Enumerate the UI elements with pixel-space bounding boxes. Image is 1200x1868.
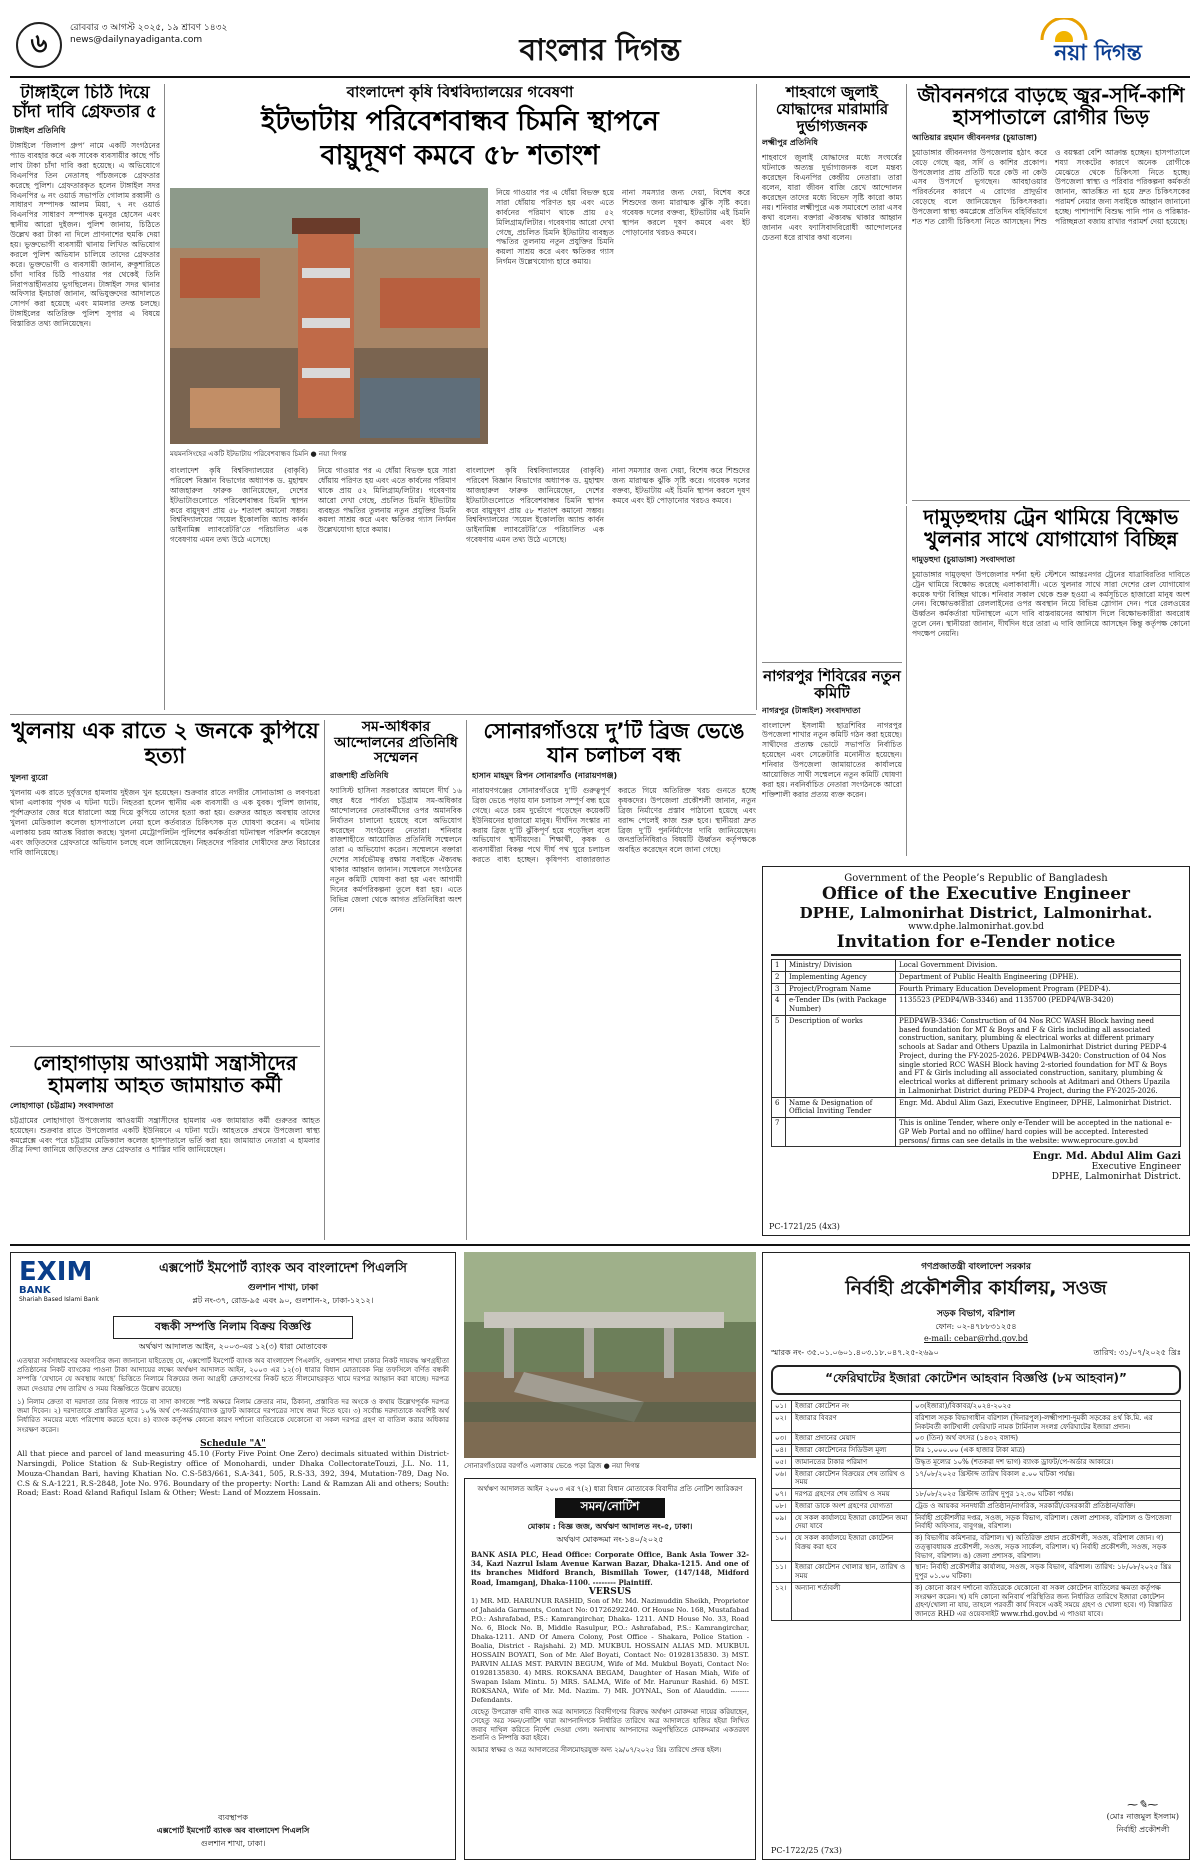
- masthead: [10, 8, 1190, 74]
- summons-versus: VERSUS: [588, 1586, 632, 1597]
- article-sonargaon: [472, 720, 756, 1240]
- table-cell: 3: [772, 983, 786, 995]
- table-cell: Department of Public Health Engineering (DPHE).: [896, 971, 1181, 983]
- table-cell: ১৭/০৮/২০২৫ খ্রিস্টাব্দ তারিখ বিকাল ৫.০০ ঘটিকা পর্যন্ত।: [912, 1468, 1181, 1489]
- table-cell: 1: [772, 960, 786, 972]
- page-number-badge: ৬: [16, 22, 62, 68]
- bridge-photo-caption: সোনারগাঁওয়ের বরগাঁও এলাকায় ভেঙে পড়া ব্রিজ ● নয়া দিগন্ত: [464, 1462, 640, 1470]
- table-cell: নির্বাহী প্রকৌশলীর দপ্তর, সওজ, সড়ক বিভাগ, বরিশাল। জেলা প্রশাসক, বরিশাল ও উপজেলা নির্বাহী অফিসার, বাবুগঞ্জ, বরিশাল।: [912, 1512, 1181, 1533]
- table-cell: ইজারা প্রদানের মেয়াদ: [792, 1433, 912, 1445]
- exim-terms: ১) নিলাম ক্রেতা বা দরদাতা তার নিজস্ব প্যাডে বা সাদা কাগজে স্পষ্ট অক্ষরে নিলাম ক্রেতার নাম, ঠিকানা, প্রস্তাবিত দর অংকে ও কথায় উল্লেখপূর্বক দরপত্র জমা দিবেন। ২) দরদাতাকে প্রস্তাবিত মূল্যের ১০% অর্থ পে-অর্ডার/ব্যাংক ড্রাফট আকারে দরপত্রের সাথে জমা দিতে হবে। ৩) সর্বোচ্চ দরদাতাকে অবশিষ্ট অর্থ নির্ধারিত সময়ের মধ্যে পরিশোধ করতে হবে। ৪) ব্যাংক কর্তৃপক্ষ কোনো কারণ দর্শানো ব্যতিরেকে যেকোনো বা সকল দরপত্র গ্রহণ বা বাতিল করার অধিকার সংরক্ষণ করেন।: [17, 1397, 449, 1434]
- table-cell: ০১।: [772, 1401, 792, 1413]
- summons-case: অর্থঋণ মোকদ্দমা নং-১৪০/২০২৫: [556, 1535, 664, 1544]
- headline: টাঙ্গাইলে চিঠি দিয়ে চাঁদা দাবি গ্রেফতার ৫: [12, 84, 158, 123]
- rhd-memo: স্মারক নং- ৩৫.০১.০৬০১.৪০৩.১৮.০৪৭.২৫-২৬৯০: [771, 1348, 939, 1357]
- article-damurhuda: [912, 506, 1190, 846]
- rhd-memo-date: তারিখ: ৩১/০৭/২০২৫ খ্রিঃ: [1093, 1348, 1181, 1357]
- table-cell: ১০।: [772, 1533, 792, 1562]
- headline: লোহাগাড়ায় আওয়ামী সন্ত্রাসীদের হামলায় আহত জামায়াত কর্মী: [33, 1052, 297, 1098]
- table-cell: ০৭।: [772, 1489, 792, 1501]
- table-cell: [786, 1118, 896, 1147]
- summons-top: অর্থঋণ আদালত আইন ২০০৩ এর ৭(২) ধারা বিধান মোতাবেক বিবাদীর প্রতি নোটিশ জারিকরণ: [477, 1485, 743, 1493]
- exim-schedule: All that piece and parcel of land measuring 45.10 (Forty Five Point One Zero) decimals situated within District-Narsingdi, Police Station & Sub-Registry office of Monohardi, under Dhaka CollectorateTouzi, J.L. No. 11, Mouza-Chandan Bari, having Khatian No. C.S-583/661, S.A-341, 505, R.S-33, 392, 394, Mutation-789, Dag No. C.S & S.A-1221, R.S-2848, Jote No. 976. Boundary of the property: North: Land & Ramzan Ali and others; South: Road; East: Road &land Rafiqul Islam & Other; West: Land of Mozzem Hossain.: [17, 1448, 449, 1498]
- photo-caption: ময়মনসিংহের একটি ইটভাটায় পরিবেশবান্ধব চিমনি ● নয়া দিগন্ত: [170, 450, 347, 458]
- exim-footer-1: ব্যবস্থাপক: [218, 1813, 248, 1822]
- table-cell: ০২।: [772, 1412, 792, 1433]
- byline: হাসান মাহমুদ রিপন সোনারগাঁও (নারায়ণগঞ্জ): [472, 771, 618, 781]
- dphe-tender-ad: [762, 866, 1190, 1236]
- table-row: [772, 1118, 1181, 1147]
- exim-footer-3: গুলশান শাখা, ঢাকা।: [200, 1839, 266, 1848]
- headline: নাগরপুর শিবিরের নতুন কমিটি: [763, 668, 901, 702]
- rhd-ferry-ad: [762, 1252, 1190, 1860]
- article-body: চুয়াডাঙ্গার জীবননগর উপজেলায় হঠাৎ করে বেড়ে গেছে জ্বর, সর্দি ও কাশির প্রকোপ। উপজেলার প্রায় প্রতিটি ঘরে কেউ না কেউ এসব উপসর্গে ভুগছেন। আবহাওয়ার পরিবর্তনের কারণে এ রোগের প্রাদুর্ভাব বেড়েছে বলে জানিয়েছেন চিকিৎসকরা। উপজেলা স্বাস্থ্য কমপ্লেক্সে প্রতিদিন বহির্বিভাগে শত শত রোগী চিকিৎসা নিতে আসছেন। শিশু ও বয়স্করা বেশি আক্রান্ত হচ্ছেন। হাসপাতালে শয্যা সংকটের কারণে অনেক রোগীকে মেঝেতে থেকে চিকিৎসা নিতে হচ্ছে। উপজেলা স্বাস্থ্য ও পরিবার পরিকল্পনা কর্মকর্তা জানান, আতঙ্কিত না হয়ে দ্রুত চিকিৎসকের পরামর্শ নেয়ার জন্য সবাইকে আহ্বান জানানো হচ্ছে। পাশাপাশি বিশুদ্ধ পানি পান ও পরিষ্কার-পরিচ্ছন্নতা বজায় রাখার পরামর্শ দেয়া হয়েছে।: [912, 147, 1190, 227]
- exim-footer-2: এক্সপোর্ট ইমপোর্ট ব্যাংক অব বাংলাদেশ পিএলসি: [156, 1825, 310, 1835]
- summons-title: সমন/নোটিশ: [555, 1498, 665, 1518]
- table-cell: জামানতের টাকার পরিমাণ: [792, 1456, 912, 1468]
- byline: লক্ষ্মীপুর প্রতিনিধি: [762, 138, 818, 148]
- lead-col-3: নানা সমস্যার জন্য দেয়া, বিশেষ করে শিশুদের জন্য মারাত্মক ঝুঁকি সৃষ্টি করে। গবেষক দলের বক্তব্য, ইটভাটায় এই চিমনি স্থাপন করলে দূষণ কমবে এবং ইট পোড়ানোর খরচও কমবে।: [622, 188, 750, 237]
- summons-court: মোকাম : বিজ্ঞ জজ, অর্থঋণ আদালত নং-৫, ঢাকা।: [527, 1521, 693, 1531]
- article-nagarpur: [762, 668, 902, 858]
- exim-notice-title: বন্ধকী সম্পত্তি নিলাম বিক্রয় বিজ্ঞপ্তি: [113, 1316, 353, 1339]
- table-cell: ট্রেড ও আয়কর সনদধারী প্রতিষ্ঠান/নাগরিক, সরকারী/বেসরকারী প্রতিষ্ঠান/ব্যক্তি।: [912, 1500, 1181, 1512]
- article-body: টাঙ্গাইলে ‘জিলাপ গ্রুপ’ নামে একটি সংগঠনের প্যাড ব্যবহার করে এক সাবেক ব্যবসায়ীর কাছে পাঁচ লাখ টাকা চাঁদা দাবি করা হয়েছে। এ অভিযোগে বিএনপির তিন নেতাসহ পাঁচজনকে গ্রেফতার করেছে পুলিশ। গ্রেফতারকৃত হলেন টাঙ্গাইল সদর বিএনপির ৬ নং ওয়ার্ড সভাপতি গোলাম রব্বানী ও সাধারণ সম্পাদক আলম মিয়া, ৭ নং ওয়ার্ড বিএনপির সাধারণ সম্পাদক মুনসুর হোসেন এবং স্থানীয় আরো দুইজন। পুলিশ জানায়, চিঠিতে উল্লেখ করা টাকা না দিলে প্রাণনাশের হুমকি দেয়া হয়। ভুক্তভোগী ব্যবসায়ী থানায় লিখিত অভিযোগ করলে পুলিশ অভিযান চালিয়ে তাদের গ্রেফতার করে। ভুক্তভোগী ও ব্যবসায়ী জানান, রুকুশারিতে চাঁদা দাবির চিঠি পাওয়ার পর থেকেই তিনি নিরাপত্তাহীনতায় ভুগছিলেন। টাঙ্গাইল সদর থানার অফিসার ইনচার্জ জানান, অভিযুক্তদের আদালতে সোপর্দ করা হয়েছে এবং মামলার তদন্ত চলছে। টাঙ্গাইলের অতিরিক্ত পুলিশ সুপার এ বিষয়ে বিস্তারিত তথ্য জানিয়েছেন।: [10, 141, 160, 329]
- byline: আতিয়ার রহমান জীবননগর (চুয়াডাঙ্গা): [912, 132, 1038, 142]
- table-cell: ০৯।: [772, 1512, 792, 1533]
- exim-act: অর্থঋণ আদালত আইন, ২০০৩-এর ১২(৩) ধারা মোতাবেক: [138, 1342, 328, 1351]
- tender-office: Office of the Executive Engineer: [822, 884, 1130, 904]
- exim-address: প্লট নং-৩৭, রোড-৯৫ এবং ৯০, গুলশান-২, ঢাকা-১২১২।: [192, 1296, 374, 1305]
- table-cell: Fourth Primary Education Development Program (PEDP-4).: [896, 983, 1181, 995]
- table-cell: ০৪।: [772, 1445, 792, 1457]
- table-cell: ক) বিভাগীয় কমিশনার, বরিশাল। খ) অতিরিক্ত প্রধান প্রকৌশলী, সওজ, বরিশাল জোন। গ) তত্ত্বাবধায়ক প্রকৌশলী, সওজ, সড়ক সার্কেল, বরিশাল। ঘ) নির্বাহী প্রকৌশলী, সওজ, সড়ক বিভাগ, বরিশাল। ঙ) জেলা প্রশাসক, বরিশাল।: [912, 1533, 1181, 1562]
- table-row: [772, 1401, 1181, 1413]
- lead-col-3c: নানা সমস্যার জন্য দেয়া, বিশেষ করে শিশুদের জন্য মারাত্মক ঝুঁকি সৃষ্টি করে। গবেষক দলের বক্তব্য, ইটভাটায় এই চিমনি স্থাপন করলে দূষণ কমবে এবং ইট পোড়ানোর খরচও কমবে।: [612, 466, 750, 505]
- table-cell: 2: [772, 971, 786, 983]
- rhd-code: PC-1722/25 (7x3): [771, 1846, 842, 1855]
- summons-notice: যেহেতু উপরোক্ত বাদী ব্যাংক অত্র আদালতে বিবাদীগণের বিরুদ্ধে অর্থঋণ মোকদ্দমা দায়ের করিয়াছেন, সেহেতু অত্র সমন/নোটিশ দ্বারা আপনাদিগকে নির্ধারিত তারিখে অত্র আদালতে হাজির হইয়া লিখিত জবাব দাখিল করিতে নির্দেশ দেওয়া গেল। অন্যথায় আপনাদের অনুপস্থিতিতে মোকদ্দমার একতরফা শুনানি ও নিষ্পত্তি করা হইবে।: [471, 1707, 749, 1743]
- byline: টাঙ্গাইল প্রতিনিধি: [10, 126, 66, 136]
- table-cell: ইজারা কোটেশন খোলার স্থান, তারিখ ও সময়: [792, 1562, 912, 1583]
- rhd-signer: (মোঃ নাজমুল ইসলাম): [1106, 1812, 1179, 1821]
- table-cell: 4: [772, 995, 786, 1016]
- date-line: রোববার ৩ আগস্ট ২০২৫, ১৯ শ্রাবণ ১৪৩২: [70, 23, 228, 33]
- table-cell: ০৩ (তিন) অর্থ বৎসর (১৪৩২ বঙ্গাব্দ): [912, 1433, 1181, 1445]
- section-title: বাংলার দিগন্ত: [519, 33, 681, 68]
- rhd-office: নির্বাহী প্রকৌশলীর কার্যালয়, সওজ: [845, 1277, 1107, 1299]
- table-row: [772, 960, 1181, 972]
- chimney-photo: [170, 188, 488, 444]
- article-tangail: [10, 84, 160, 710]
- exim-body: এতদ্বারা সর্বসাধারণের অবগতির জন্য জানানো যাইতেছে যে, এক্সপোর্ট ইমপোর্ট ব্যাংক অব বাংলাদেশ পিএলসি, গুলশান শাখা ঢাকার নিকট দায়বদ্ধ ঋণগ্রহীতা প্রতিষ্ঠানের নিকট ব্যাংকের পাওনা টাকা আদায়ের লক্ষ্যে অর্থঋণ আদালত আইন, ২০০৩ এর ১২(৩) ধারার বিধান মোতাবেক নিম্ন তফসিলে বর্ণিত বন্ধকী সম্পত্তি ‘যেখানে যে অবস্থায় আছে’ ভিত্তিতে নিলামে বিক্রয়ের জন্য আগ্রহী ক্রেতাগণের নিকট হতে সীলমোহরকৃত খামে দরপত্র আহ্বান করা যাচ্ছে। দরপত্র জমা দেওয়ার শেষ তারিখ ও সময় বিজ্ঞপ্তিতে উল্লেখ রয়েছে।: [17, 1357, 449, 1393]
- rhd-gov: গণপ্রজাতন্ত্রী বাংলাদেশ সরকার: [921, 1262, 1031, 1272]
- article-body: চট্টগ্রামের লোহাগাড়া উপজেলায় আওয়ামী সন্ত্রাসীদের হামলায় এক জামায়াত কর্মী গুরুতর আহত হয়েছেন। শুক্রবার রাতে উপজেলার একটি ইউনিয়নে এ ঘটনা ঘটে। আহতকে প্রথমে উপজেলা স্বাস্থ্য কমপ্লেক্সে এবং পরে চট্টগ্রাম মেডিক্যাল কলেজ হাসপাতালে ভর্তি করা হয়। জামায়াত নেতারা এ হামলার তীব্র নিন্দা জানিয়ে জড়িতদের দ্রুত গ্রেফতার ও শাস্তির দাবি জানিয়েছেন।: [10, 1115, 320, 1155]
- lead-headline-2: বায়ুদূষণ কমবে ৫৮ শতাংশ: [320, 140, 600, 172]
- table-cell: যে সকল কার্যালয়ে ইজারা কোটেশন বিক্রয় করা হবে: [792, 1533, 912, 1562]
- lead-col-3b: বাংলাদেশ কৃষি বিশ্ববিদ্যালয়ের (বাকৃবি) পরিবেশ বিজ্ঞান বিভাগের অধ্যাপক ড. মুহাম্মদ আজহারুল ফারুক জানিয়েছেন, দেশের ইটভাটাগুলোতে পরিবেশবান্ধব চিমনি স্থাপন করে বায়ুদূষণ প্রায় ৫৮ শতাংশ কমানো সম্ভব। বিশ্ববিদ্যালয়ের ‘সয়েল ইকোলজি অ্যান্ড কার্বন ডাইনামিক্স ল্যাবরেটরি’তে পরিচালিত এক গবেষণায় এমন তথ্য উঠে এসেছে।: [466, 466, 604, 545]
- table-cell: 5: [772, 1015, 786, 1097]
- tender-signer: Engr. Md. Abdul Alim Gazi: [1032, 1151, 1181, 1163]
- table-row: [772, 1512, 1181, 1533]
- table-row: [772, 1562, 1181, 1583]
- lead-col-2b: নিয়ে গাওয়ার পর এ ধোঁয়া বিভক্ত হয়ে সারা ধোঁয়ায় পরিণত হয় এবং এতে কার্বনের পরিমাণ থাকে প্রায় ৫২ মিলিগ্রাম/লিটার। গবেষণায় আরো দেখা গেছে, প্রচলিত চিমনি ইটভাটায় ব্যবহৃত পদ্ধতির তুলনায় নতুন প্রযুক্তির চিমনি কয়লা সাশ্রয় করে এবং ক্ষতিকর গ্যাস নির্গমন উল্লেখযোগ্য হারে কমায়।: [496, 188, 614, 267]
- lead-headline-1: ইটভাটায় পরিবেশবান্ধব চিমনি স্থাপনে: [261, 105, 659, 137]
- summons-sign: আমার স্বাক্ষর ও অত্র আদালতের সীলমোহরযুক্ত অদ্য ২৯/০৭/২০২৫ খ্রিঃ তারিখে প্রদত্ত হইল।: [471, 1746, 722, 1755]
- broken-bridge-image: [464, 1252, 756, 1458]
- rhd-title: “ফেরিঘাটের ইজারা কোটেশন আহবান বিজ্ঞপ্তি (৮ম আহবান)”: [771, 1365, 1181, 1395]
- summons-ad: [464, 1478, 756, 1860]
- table-cell: ০৩।: [772, 1433, 792, 1445]
- headline: দামুড়হুদায় ট্রেন থামিয়ে বিক্ষোভ খুলনার সাথে যোগাযোগ বিচ্ছিন্ন: [923, 506, 1179, 552]
- rhd-division: সড়ক বিভাগ, বরিশাল: [936, 1309, 1016, 1319]
- table-cell: যে সকল কার্যালয়ে ইজারা কোটেশন জমা দেয়া যাবে: [792, 1512, 912, 1533]
- email: news@dailynayadiganta.com: [70, 35, 203, 45]
- table-cell: 1135523 (PEDP4/WB-3346) and 1135700 (PEDP4/WB-3420): [896, 995, 1181, 1016]
- tender-web: www.dphe.lalmonirhat.gov.bd: [908, 922, 1044, 932]
- table-row: [772, 1468, 1181, 1489]
- headline: খুলনায় এক রাতে ২ জনকে কুপিয়ে হত্যা: [11, 720, 319, 769]
- article-khulna: [10, 720, 320, 1044]
- exim-bank-name: এক্সপোর্ট ইমপোর্ট ব্যাংক অব বাংলাদেশ পিএলসি: [158, 1261, 408, 1276]
- table-cell: বরিশাল সড়ক বিভাগাধীন বরিশাল (দিনারপুল)-লক্ষ্মীপাশা-দুমকী সড়কের ৪র্থ কি.মি. এর নিকটবর্তী কাটিখালী ফেরিঘাট নামক টার্মিনাল সংলগ্ন ফেরিঘাটের ইজারা প্রদান।: [912, 1412, 1181, 1433]
- table-cell: Description of works: [786, 1015, 896, 1097]
- table-row: [772, 1533, 1181, 1562]
- table-row: [772, 983, 1181, 995]
- table-cell: ১৮/০৮/২০২৫ খ্রিস্টাব্দ তারিখ দুপুর ১২.৩০ ঘটিকা পর্যন্ত।: [912, 1489, 1181, 1501]
- article-lohagara: [10, 1052, 320, 1240]
- headline: জীবননগরে বাড়ছে জ্বর-সর্দি-কাশি হাসপাতালে রোগীর ভিড়: [917, 84, 1185, 130]
- tender-signer-title-1: Executive Engineer: [1091, 1162, 1181, 1173]
- table-cell: দরপত্র গ্রহণের শেষ তারিখ ও সময়: [792, 1489, 912, 1501]
- table-cell: স্থান: নির্বাহী প্রকৌশলীর কার্যালয়, সওজ, সড়ক বিভাগ, বরিশাল। তারিখ: ১৮/০৮/২০২৫ খ্রিঃ দুপুর ০১.০০ ঘটিকা।: [912, 1562, 1181, 1583]
- table-cell: অন্যান্য শর্তাবলী: [792, 1582, 912, 1620]
- lead-col-1: বাংলাদেশ কৃষি বিশ্ববিদ্যালয়ের (বাকৃবি) পরিবেশ বিজ্ঞান বিভাগের অধ্যাপক ড. মুহাম্মদ আজহারুল ফারুক জানিয়েছেন, দেশের ইটভাটাগুলোতে পরিবেশবান্ধব চিমনি স্থাপন করে বায়ুদূষণ প্রায় ৫৮ শতাংশ কমানো সম্ভব। বিশ্ববিদ্যালয়ের ‘সয়েল ইকোলজি অ্যান্ড কার্বন ডাইনামিক্স ল্যাবরেটরি’তে পরিচালিত এক গবেষণায় এমন তথ্য উঠে এসেছে।: [170, 466, 308, 545]
- table-cell: ইজারার বিবরণ: [792, 1412, 912, 1433]
- exim-auction-ad: [10, 1252, 456, 1860]
- table-cell: ইজারা ডাকে অংশ গ্রহণের যোগ্যতা: [792, 1500, 912, 1512]
- tender-dept: DPHE, Lalmonirhat District, Lalmonirhat.: [799, 904, 1153, 922]
- table-cell: Engr. Md. Abdul Alim Gazi, Executive Engineer, DPHE, Lalmonirhat District.: [896, 1097, 1181, 1118]
- headline: সোনারগাঁওয়ে দু’টি ব্রিজ ভেঙে যান চলাচল বন্ধ: [483, 720, 745, 767]
- exim-logo: [19, 1259, 109, 1303]
- bridge-photo: [464, 1252, 756, 1458]
- table-row: [772, 1489, 1181, 1501]
- byline: খুলনা ব্যুরো: [10, 773, 48, 783]
- table-row: [772, 1097, 1181, 1118]
- table-row: [772, 1433, 1181, 1445]
- table-cell: PEDP4WB-3346: Construction of 04 Nos RCC WASH Block having need based foundation for MT & Boys and F & Girls including all associated construction, sanitary, plumbing & electrical works at different primary schools at Sadar and Others Upazila in Lalmonirhat District during PEDP-4 Project, during the FY-2025-2026. PEDP4WB-3420: Construction of 04 Nos single storied RCC WASH Block having 2-storied foundation for MT & Boys and FT & Girls including all associated construction, sanitary, plumbing & electrical works at different primary schools at Aditmari and Others Upazila in Lalmonirhat District during PEDP-4 Project, during the FY-2025-2026.: [896, 1015, 1181, 1097]
- table-cell: ইজারা কোটেশনের সিডিউল মূল্য: [792, 1445, 912, 1457]
- rhd-signer-title: নির্বাহী প্রকৌশলী: [1116, 1825, 1170, 1834]
- article-jibannagar: [912, 84, 1190, 494]
- table-cell: ০৮।: [772, 1500, 792, 1512]
- byline: লোহাগাড়া (চট্টগ্রাম) সংবাদদাতা: [10, 1100, 114, 1110]
- summons-plaintiff: BANK ASIA PLC, Head Office: Corporate Office, Bank Asia Tower 32- 34, Kazi Nazrul Islam Avenue Karwan Bazar, Dhaka-1215. And one of its branches Midford Branch, Bismillah Tower, (147/148, Midford Road, Imamganj, Dhaka-1100. -------- Plaintiff.: [471, 1550, 749, 1587]
- tender-gov: Government of the People’s Republic of Bangladesh: [844, 873, 1108, 884]
- lead-story: [170, 84, 750, 710]
- table-cell: ০৩(ইজারা)/বিকাবর/২০২৪-২০২৫: [912, 1401, 1181, 1413]
- article-body: ফ্যাসিস্ট হাসিনা সরকারের আমলে দীর্ঘ ১৬ বছর ধরে পার্বত্য চট্টগ্রাম সম-অধিকার আন্দোলনের নেতাকর্মীদের ওপর অমানবিক নির্যাতন চালানো হয়েছে বলে অভিযোগ করেছেন সংগঠনের নেতারা। শনিবার রাজশাহীতে আয়োজিত প্রতিনিধি সম্মেলনে তারা এ অভিযোগ করেন। সম্মেলনে বক্তারা দেশের সার্বভৌমত্ব রক্ষায় সবাইকে ঐক্যবদ্ধ থাকার আহ্বান জানান। সম্মেলনে সংগঠনের নতুন কমিটি ঘোষণা করা হয় এবং আগামী দিনের কর্মপরিকল্পনা তুলে ধরা হয়। এতে বিভিন্ন জেলা থেকে আগত প্রতিনিধিরা অংশ নেন।: [330, 786, 462, 914]
- article-body: চুয়াডাঙ্গার দামুড়হুদা উপজেলার দর্শনা হল্ট স্টেশনে আন্তঃনগর ট্রেনের যাত্রাবিরতির দাবিতে ট্রেন থামিয়ে বিক্ষোভ করেছে এলাকাবাসী। এতে খুলনার সাথে সারা দেশের রেল যোগাযোগ কয়েক ঘণ্টা বিচ্ছিন্ন থাকে। শনিবার সকাল থেকে শুরু হওয়া এ কর্মসূচিতে হাজারো মানুষ অংশ নেন। বিক্ষোভকারীরা রেললাইনের ওপর অবস্থান নিয়ে বিভিন্ন স্লোগান দেন। পরে রেলওয়ের ঊর্ধ্বতন কর্মকর্তারা ঘটনাস্থলে এসে দাবি বাস্তবায়নের আশ্বাস দিলে বিক্ষোভকারীরা অবরোধ তুলে নেন। স্থানীয়রা জানান, দীর্ঘদিন ধরে তারা এ দাবি জানিয়ে আসছেন কিন্তু কর্তৃপক্ষ কোনো পদক্ষেপ নেয়নি।: [912, 569, 1190, 639]
- signature-mark: ⁓✎⁓: [1127, 1798, 1159, 1811]
- rhd-tel: ফোন: ০২-৪৭৮৮৩১২৫৪: [935, 1322, 1017, 1331]
- table-cell: টাঃ ১,০০০.০০ (এক হাজার টাকা মাত্র): [912, 1445, 1181, 1457]
- table-cell: 6: [772, 1097, 786, 1118]
- brick-kiln-image: [170, 188, 488, 444]
- table-row: [772, 1445, 1181, 1457]
- byline: নাগরপুর (টাঙ্গাইল) সংবাদদাতা: [762, 705, 861, 715]
- exim-branch: গুলশান শাখা, ঢাকা: [247, 1283, 319, 1293]
- table-cell: ১২।: [772, 1582, 792, 1620]
- summons-defendants: 1) MR. MD. HARUNUR RASHID, Son of Mr. Md. Nazimuddin Sheikh, Proprietor of Jahaida Garments, Contact No: 01726292240. Of House No. 168, Mustafabad P.O.: Ashrafabad, P.S.: Kamrangirchar, Dhaka- 1211. AND House No. 33, Road No. 6, Block No. B, Middle Rasulpur, P.O.: Ashrafabad, P.S.: Kamrangirchar, Dhaka-1211. AND Of Amera Colony, Post Office - Shakara, Police Station - Boalia, District - Rajshahi. 2) MD. MUKBUL HOSSAIN ALIAS MD. MUKBUL HOSSAIN BOYATI, Son of Mr. Alef Boyati, Contact No: 01928135830. 3) MST. PARVIN ALIAS MST. PARVIN BEGUM, Wife of Md. Mukbul Boyati, Contact No: 01928135830. 4) MRS. ROKSANA BEGAM, Daughter of Hasan Miah, Wife of Swapan Islam Mintu. 5) MRS. SALMA, Wife of Mr. Harunur Rashid. 6) MST. ROKSANA, Wife of Mr. Md. Nazim. 7) MR. JOYNAL, Son of Alauddin. -------- Defendants.: [471, 1596, 749, 1704]
- table-cell: ০৬।: [772, 1468, 792, 1489]
- table-cell: Implementing Agency: [786, 971, 896, 983]
- article-body: নারায়ণগঞ্জের সোনারগাঁওয়ে দু’টি গুরুত্বপূর্ণ ব্রিজ ভেঙে পড়ায় যান চলাচল সম্পূর্ণ বন্ধ হয়ে গেছে। এতে চরম দুর্ভোগে পড়েছেন কয়েকটি ইউনিয়নের হাজারো মানুষ। দীর্ঘদিন সংস্কার না করায় ব্রিজ দু’টি ঝুঁকিপূর্ণ হয়ে পড়েছিল বলে অভিযোগ স্থানীয়দের। শিক্ষার্থী, কৃষক ও ব্যবসায়ীরা বিকল্প পথে দীর্ঘ পথ ঘুরে চলাচল করতে বাধ্য হচ্ছেন। কৃষিপণ্য বাজারজাত করতে গিয়ে অতিরিক্ত খরচ গুনতে হচ্ছে কৃষকদের। উপজেলা প্রকৌশলী জানান, নতুন ব্রিজ নির্মাণের প্রস্তাব পাঠানো হয়েছে এবং বরাদ্দ পেলেই কাজ শুরু হবে। স্থানীয়রা দ্রুত ব্রিজ দু’টি পুনর্নির্মাণের দাবি জানিয়েছেন। জনপ্রতিনিধিরাও বিষয়টি ঊর্ধ্বতন কর্তৃপক্ষকে অবহিত করেছেন বলে জানা গেছে।: [472, 786, 756, 865]
- table-row: [772, 1582, 1181, 1620]
- tender-code: PC-1721/25 (4x3): [769, 1222, 840, 1231]
- table-row: [772, 1456, 1181, 1468]
- tender-table: [771, 959, 1181, 1147]
- byline: রাজশাহী প্রতিনিধি: [330, 771, 389, 781]
- table-row: [772, 1412, 1181, 1433]
- exim-logo-tag: Shariah Based Islami Bank: [19, 1296, 99, 1303]
- byline: দামুড়হুদা (চুয়াডাঙ্গা) সংবাদদাতা: [912, 554, 1015, 564]
- table-cell: Project/Program Name: [786, 983, 896, 995]
- headline: শাহবাগে জুলাই যোদ্ধাদের মারামারি দুর্ভাগ্যজনক: [775, 84, 889, 135]
- logo-text: নয়া দিগন্ত: [1054, 41, 1142, 66]
- article-body: শাহবাগে জুলাই যোদ্ধাদের মধ্যে সংঘর্ষের ঘটনাকে অত্যন্ত দুর্ভাগ্যজনক বলে মন্তব্য করেছেন বিএনপির কেন্দ্রীয় নেতারা। তারা বলেন, যারা জীবন বাজি রেখে আন্দোলন করেছেন তাদের মধ্যে বিভেদ সৃষ্টি কারো কাম্য নয়। শনিবার লক্ষ্মীপুরে এক সমাবেশে তারা এসব কথা বলেন। বক্তারা ঐক্যবদ্ধ থাকার আহ্বান জানান এবং ফ্যাসিবাদবিরোধী আন্দোলনের চেতনা ধরে রাখার কথা বলেন।: [762, 153, 902, 242]
- rhd-email: e-mail: cebar@rhd.gov.bd: [923, 1334, 1028, 1343]
- table-cell: e-Tender IDs (with Package Number): [786, 995, 896, 1016]
- rhd-table: [771, 1400, 1181, 1621]
- lead-kicker: বাংলাদেশ কৃষি বিশ্ববিদ্যালয়ের গবেষণা: [346, 84, 574, 101]
- article-body: বাংলাদেশ ইসলামী ছাত্রশিবির নাগরপুর উপজেলা শাখার নতুন কমিটি গঠন করা হয়েছে। সাথীদের প্রত্যক্ষ ভোটে সভাপতি নির্বাচিত হয়েছেন এবং সেক্রেটারি মনোনীত হয়েছেন। শনিবার উপজেলা জামায়াতের কার্যালয়ে আয়োজিত সাথী সম্মেলনে নতুন কমিটি ঘোষণা করা হয়। নবনির্বাচিত নেতারা সংগঠনকে আরো শক্তিশালী করার প্রত্যয় ব্যক্ত করেন।: [762, 720, 902, 799]
- table-cell: ০৫।: [772, 1456, 792, 1468]
- table-row: [772, 1500, 1181, 1512]
- tender-title: Invitation for e-Tender notice: [771, 932, 1181, 956]
- table-row: [772, 1015, 1181, 1097]
- article-body: খুলনায় এক রাতে দুর্বৃত্তদের হামলায় দুইজন খুন হয়েছেন। শুক্রবার রাতে নগরীর সোনাডাঙ্গা ও লবণচরা থানা এলাকায় পৃথক এ ঘটনা ঘটে। নিহতরা হলেন স্থানীয় এক ব্যবসায়ী ও এক যুবক। পুলিশ জানায়, পূর্বশত্রুতার জের ধরে ধারালো অস্ত্র দিয়ে কুপিয়ে তাদের হত্যা করা হয়। গুরুতর আহত অবস্থায় তাদের খুলনা মেডিক্যাল কলেজ হাসপাতালে নেয়া হলে কর্তব্যরত চিকিৎসক মৃত ঘোষণা করেন। এ ঘটনায় এলাকায় চরম আতঙ্ক বিরাজ করছে। খুলনা মেট্রোপলিটন পুলিশের কর্মকর্তারা ঘটনাস্থল পরিদর্শন করেছেন এবং জড়িতদের গ্রেফতারে অভিযান চলছে বলে জানিয়েছেন। নিহতদের পরিবার দোষীদের দ্রুত বিচারের দাবি জানিয়েছে।: [10, 788, 320, 857]
- lead-col-2: নিয়ে গাওয়ার পর এ ধোঁয়া বিভক্ত হয়ে সারা ধোঁয়ায় পরিণত হয় এবং এতে কার্বনের পরিমাণ থাকে প্রায় ৫২ মিলিগ্রাম/লিটার। গবেষণায় আরো দেখা গেছে, প্রচলিত চিমনি ইটভাটায় ব্যবহৃত পদ্ধতির তুলনায় নতুন প্রযুক্তির চিমনি কয়লা সাশ্রয় করে এবং ক্ষতিকর গ্যাস নির্গমন উল্লেখযোগ্য হারে কমায়।: [318, 466, 456, 535]
- exim-schedule-title: Schedule "A": [200, 1438, 266, 1449]
- logo: [1008, 18, 1188, 66]
- headline: সম-অধিকার আন্দোলনের প্রতিনিধি সম্মেলন: [334, 720, 458, 767]
- table-cell: ১১।: [772, 1562, 792, 1583]
- table-cell: উদ্ধৃত মূল্যের ১০% (শতকরা দশ ভাগ) ব্যাংক ড্রাফট/পে-অর্ডার আকারে।: [912, 1456, 1181, 1468]
- exim-logo-sub: BANK: [19, 1285, 51, 1296]
- table-cell: Name & Designation of Official Inviting Tender: [786, 1097, 896, 1118]
- table-cell: ইজারা কোটেশন নং: [792, 1401, 912, 1413]
- table-row: [772, 971, 1181, 983]
- table-cell: ক) কোনো কারণ দর্শানো ব্যতিরেকে যেকোনো বা সকল কোটেশন বাতিলের ক্ষমতা কর্তৃপক্ষ সংরক্ষণ করেন। খ) যদি কোনো অনিবার্য পরিস্থিতির জন্য নির্ধারিত তারিখে ইজারা কোটেশন গ্রহণ/খোলা না যায়, তাহলে পরবর্তী কার্য দিবসে একই সময়ে গ্রহণ ও খোলা হবে। গ) বিস্তারিত জানতে RHD এর ওয়েবসাইট www.rhd.gov.bd এ পাওয়া যাবে।: [912, 1582, 1181, 1620]
- table-cell: ইজারা কোটেশন বিক্রয়ের শেষ তারিখ ও সময়: [792, 1468, 912, 1489]
- table-row: [772, 995, 1181, 1016]
- exim-logo-text: EXIM: [19, 1257, 93, 1287]
- table-cell: Ministry/ Division: [786, 960, 896, 972]
- table-cell: 7: [772, 1118, 786, 1147]
- table-cell: Local Government Division.: [896, 960, 1181, 972]
- article-shahbag: [762, 84, 902, 658]
- article-rajshahi: [330, 720, 462, 1240]
- tender-signer-title-2: DPHE, Lalmonirhat District.: [1051, 1172, 1181, 1183]
- table-cell: This is online Tender, where only e-Tender will be accepted in the national e-GP Web Portal and no offline/ hard copies will be accepted. Interested persons/ firms can see details in the website: www.eprocure.gov.bd: [896, 1118, 1181, 1147]
